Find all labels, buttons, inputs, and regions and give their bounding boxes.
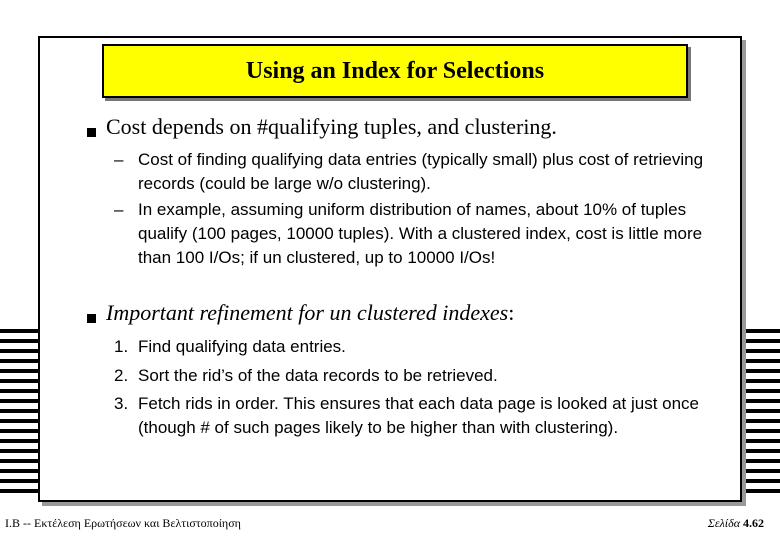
footer-course-title: I.B -- Εκτέλεση Ερωτήσεων και Βελτιστοποίηση [5, 516, 241, 530]
numbered-item-2 [114, 364, 708, 388]
bullet-square-icon [87, 314, 96, 323]
bullet-2-text [106, 300, 514, 326]
sub-item-1-2 [114, 198, 708, 270]
page-number: 4.62 [743, 516, 764, 530]
numbered-item-text: Find qualifying data entries. [138, 337, 346, 356]
bullet-2-main: Important refinement for un clustered indexes [106, 300, 509, 325]
sub-item-text: Cost of finding qualifying data entries (typically small) plus cost of retrieving records (could be large w/o clustering). [138, 150, 704, 193]
slide-title: Using an Index for Selections [245, 57, 545, 84]
dash-marker: – [114, 150, 124, 169]
number-marker: 2. [114, 366, 129, 385]
slide-frame [38, 36, 742, 502]
page-label: Σελίδα [707, 516, 740, 530]
numbered-item-text: Sort the rid’s of the data records to be retrieved. [138, 366, 498, 385]
right-decorative-lines [740, 329, 780, 499]
bullet-square-icon [87, 128, 96, 137]
sub-item-text: In example, assuming uniform distribution of names, about 10% of tuples qualify (100 pages, 10000 tuples). With a clustered index, cost is little more than 100 I/Os; if un clustered, up to 10000 I/Os! [138, 200, 703, 267]
numbered-item-3 [114, 392, 708, 440]
footer-page [708, 516, 764, 531]
numbered-item-1 [114, 335, 708, 359]
number-marker: 3. [114, 394, 129, 413]
bullet-1-text: Cost depends on #qualifying tuples, and clustering. [106, 114, 557, 139]
title-box [102, 44, 688, 98]
bullet-2-colon: : [508, 300, 515, 325]
number-marker: 1. [114, 337, 129, 356]
numbered-item-text: Fetch rids in order. This ensures that each data page is looked at just once (though # of such pages likely to be higher than with clustering). [138, 394, 700, 437]
sub-item-1-1 [114, 148, 708, 196]
left-decorative-lines [0, 329, 42, 499]
dash-marker: – [114, 200, 124, 219]
